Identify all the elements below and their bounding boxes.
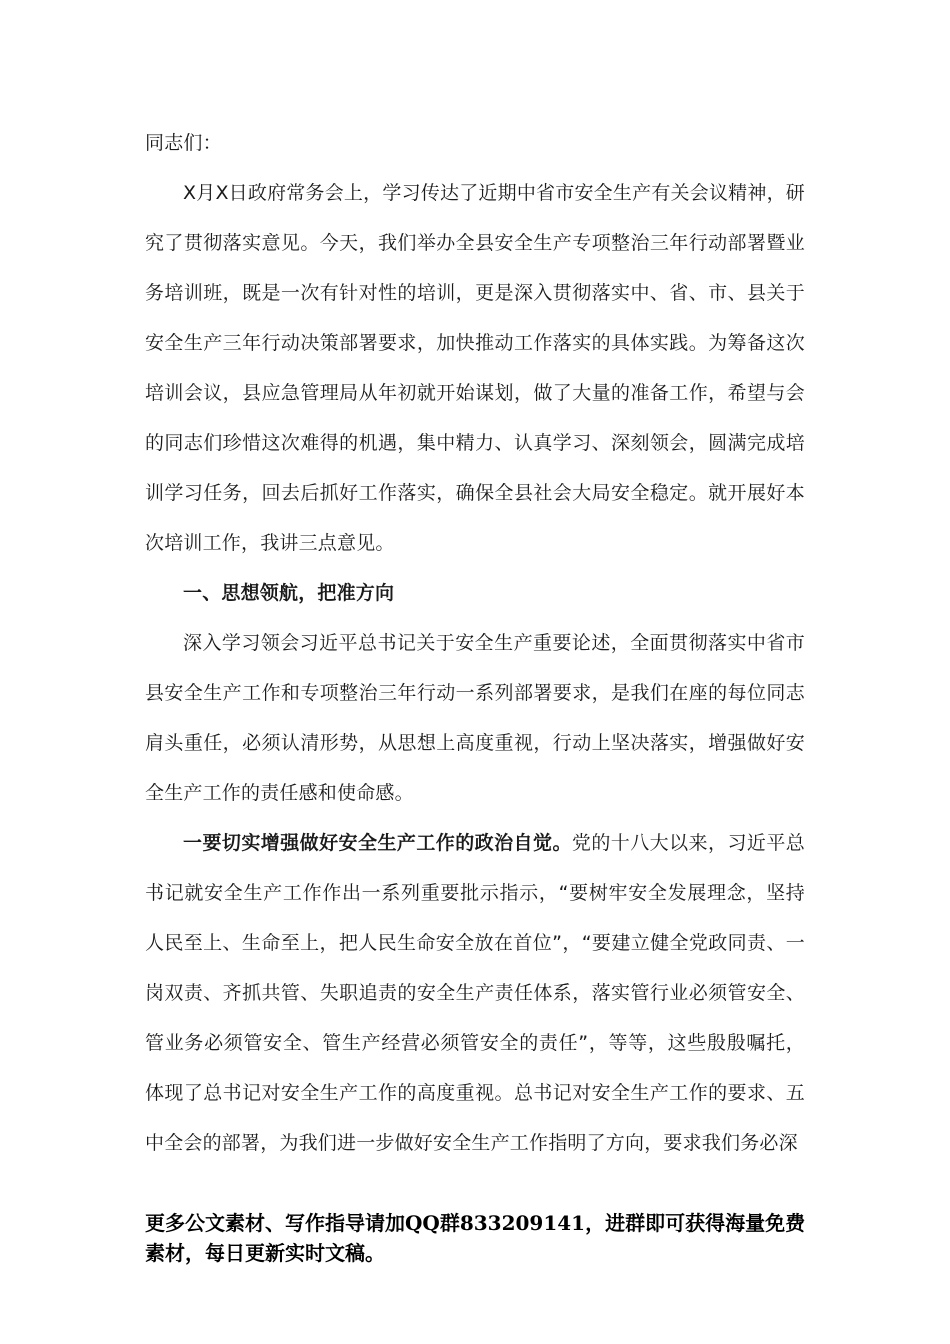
promo-footer-note: 更多公文素材、写作指导请加QQ群833209141，进群即可获得海量免费素材，每日更新实时文稿。 bbox=[145, 1211, 806, 1265]
opening-paragraph: X月X日政府常务会上，学习传达了近期中省市安全生产有关会议精神，研究了贯彻落实意见。今天，我们举办全县安全生产专项整治三年行动部署暨业务培训班，既是一次有针对性的培训，更是深入贯彻落实中、省、市、县关于安全生产三年行动决策部署要求，加快推动工作落实的具体实践。为筹备这次培训会议，县应急管理局从年初就开始谋划，做了大量的准备工作，希望与会的同志们珍惜这次难得的机遇，集中精力、认真学习、深刻领会，圆满完成培训学习任务，回去后抓好工作落实，确保全县社会大局安全稳定。就开展好本次培训工作，我讲三点意见。 bbox=[145, 182, 805, 554]
point-lead: 一要切实增强做好安全生产工作的政治自觉。 bbox=[183, 832, 572, 854]
section-paragraph: 深入学习领会习近平总书记关于安全生产重要论述，全面贯彻落实中省市县安全生产工作和专项整治三年行动一系列部署要求，是我们在座的每位同志肩头重任，必须认清形势，从思想上高度重视，行动上坚决落实，增强做好安全生产工作的责任感和使命感。 bbox=[145, 632, 805, 804]
document-body bbox=[145, 118, 805, 1168]
point-paragraph bbox=[145, 818, 805, 1168]
point-body: 党的十八大以来，习近平总书记就安全生产工作作出一系列重要批示指示，“要树牢安全发展理念，坚持人民至上、生命至上，把人民生命安全放在首位”，“要建立健全党政同责、一岗双责、齐抓共管、失职追责的安全生产责任体系，落实管行业必须管安全、管业务必须管安全、管生产经营必须管安全的责任”，等等，这些殷殷嘱托，体现了总书记对安全生产工作的高度重视。总书记对安全生产工作的要求、五中全会的部署，为我们进一步做好安全生产工作指明了方向，要求我们务必深 bbox=[145, 832, 805, 1154]
salutation: 同志们： bbox=[145, 132, 222, 154]
section-heading: 一、思想领航，把准方向 bbox=[183, 582, 395, 604]
